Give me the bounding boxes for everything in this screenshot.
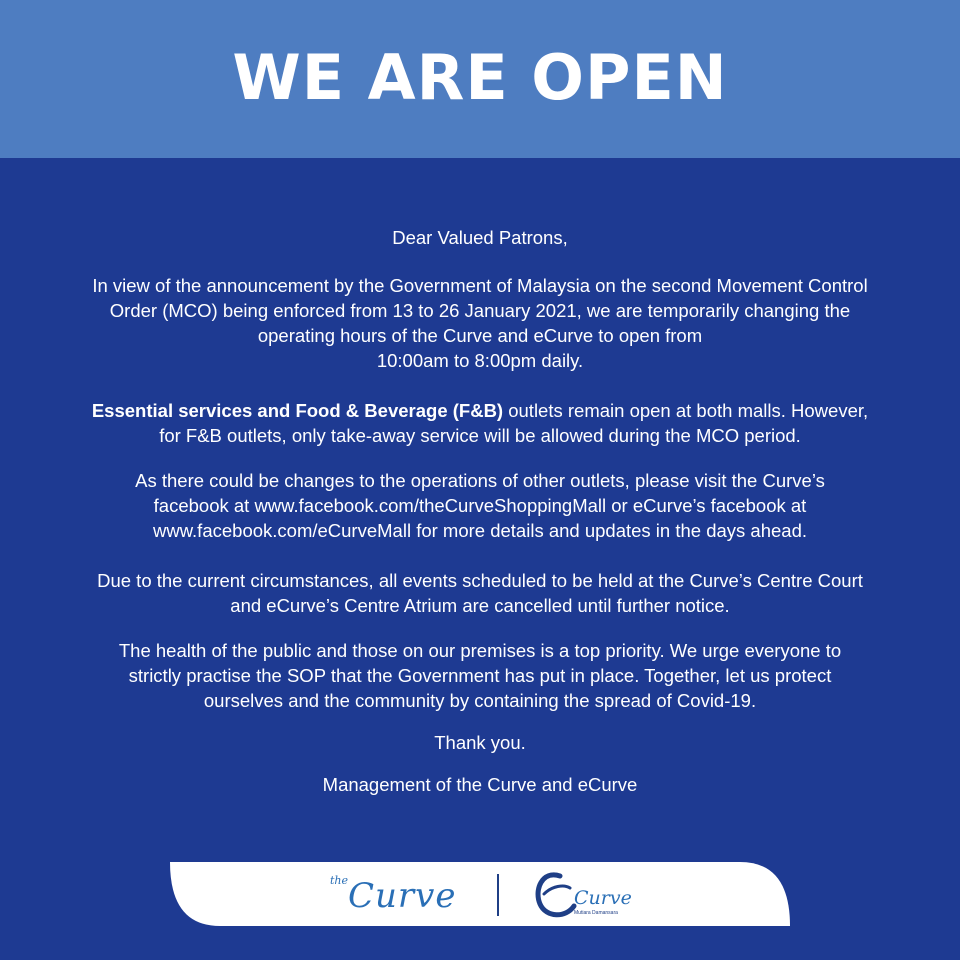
text-line: 10:00am to 8:00pm daily. (376, 350, 584, 371)
logo-the-text: the (330, 874, 349, 887)
text-line: strictly practise the SOP that the Government has put in place. Together, let us protect (128, 665, 832, 686)
page-title: WE ARE OPEN (232, 40, 728, 114)
essential-services-bold: Essential services and Food & Beverage (F&B) (91, 400, 504, 421)
ecurve-logo-subtext: Mutiara Damansara (574, 910, 618, 916)
ecurve-emblem-icon (530, 866, 640, 922)
letter-body (60, 225, 900, 797)
the-curve-logo (330, 870, 480, 922)
ecurve-logo-text: Curve (574, 887, 632, 909)
text-line: Due to the current circumstances, all events scheduled to be held at the Curve’s Centre Court (97, 570, 863, 591)
text-line: In view of the announcement by the Government of Malaysia on the second Movement Control (92, 275, 868, 296)
text-line: As there could be changes to the operations of other outlets, please visit the Curve’s (135, 470, 825, 491)
text-line: for F&B outlets, only take-away service will be allowed during the MCO period. (159, 425, 801, 446)
signature: Management of the Curve and eCurve (322, 774, 638, 795)
greeting: Dear Valued Patrons, (392, 227, 568, 248)
logo-divider (497, 874, 499, 916)
paragraph-mco-hours (60, 273, 900, 373)
text-line: The health of the public and those on our premises is a top priority. We urge everyone to (118, 640, 842, 661)
footer-logo-band (170, 862, 790, 926)
text-line: facebook at www.facebook.com/theCurveShoppingMall or eCurve’s facebook at (153, 495, 807, 516)
text-line: operating hours of the Curve and eCurve to open from (257, 325, 703, 346)
text-line: outlets remain open at both malls. However, (503, 400, 869, 421)
text-line: Order (MCO) being enforced from 13 to 26 January 2021, we are temporarily changing the (109, 300, 851, 321)
paragraph-health (60, 638, 900, 713)
thank-you: Thank you. (434, 732, 526, 753)
ecurve-logo (530, 866, 640, 922)
text-line: www.facebook.com/eCurveMall for more details and updates in the days ahead. (152, 520, 808, 541)
paragraph-events-cancelled (60, 568, 900, 618)
paragraph-facebook-links (60, 468, 900, 543)
header-banner (0, 0, 960, 158)
paragraph-essential-services (60, 398, 900, 448)
text-line: ourselves and the community by containing the spread of Covid-19. (203, 690, 757, 711)
logo-curve-text: Curve (348, 876, 457, 916)
text-line: and eCurve’s Centre Atrium are cancelled until further notice. (230, 595, 730, 616)
